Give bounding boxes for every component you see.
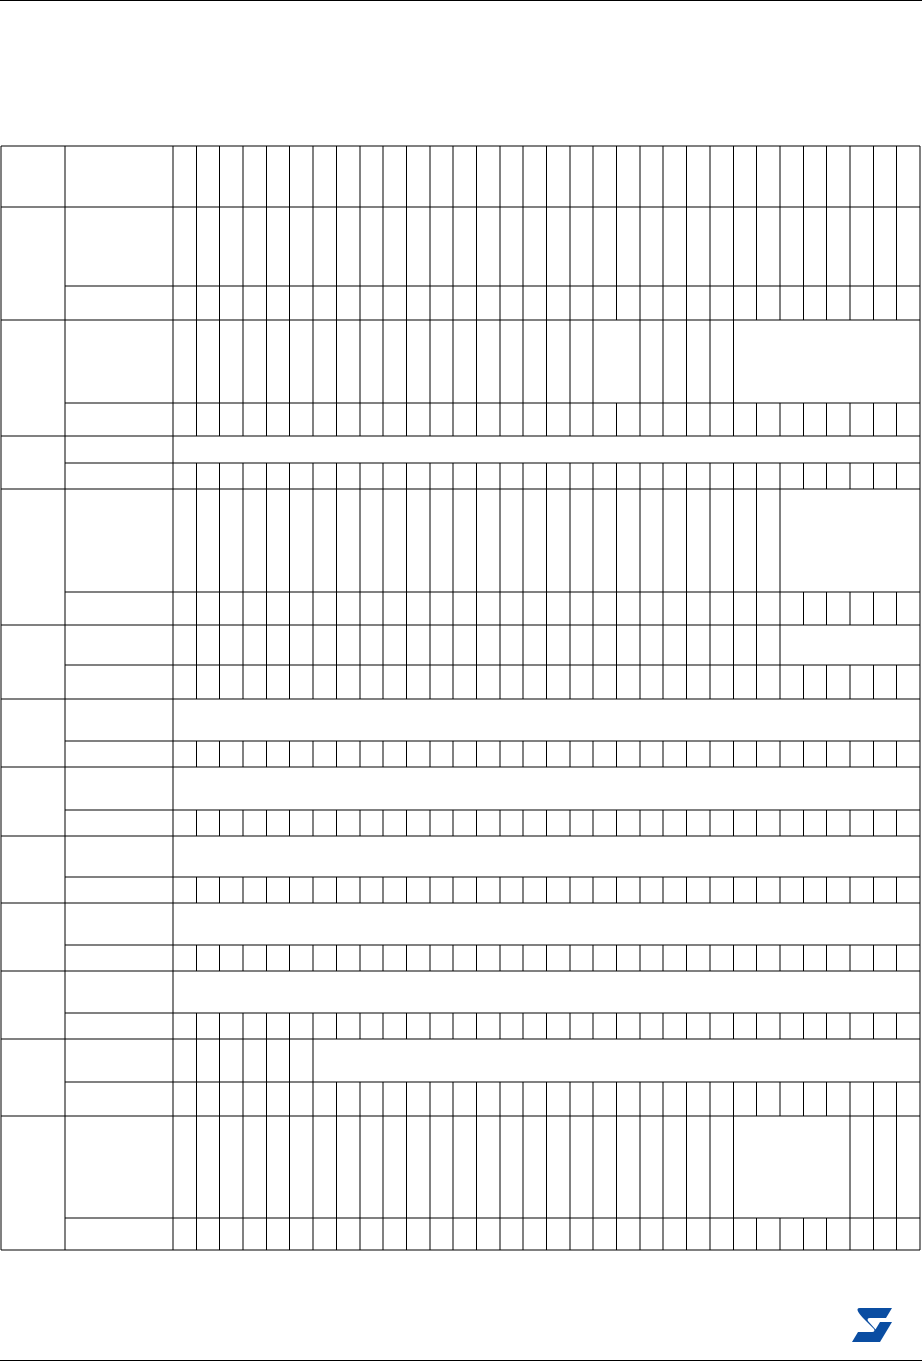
st-logo-icon (852, 1306, 892, 1344)
